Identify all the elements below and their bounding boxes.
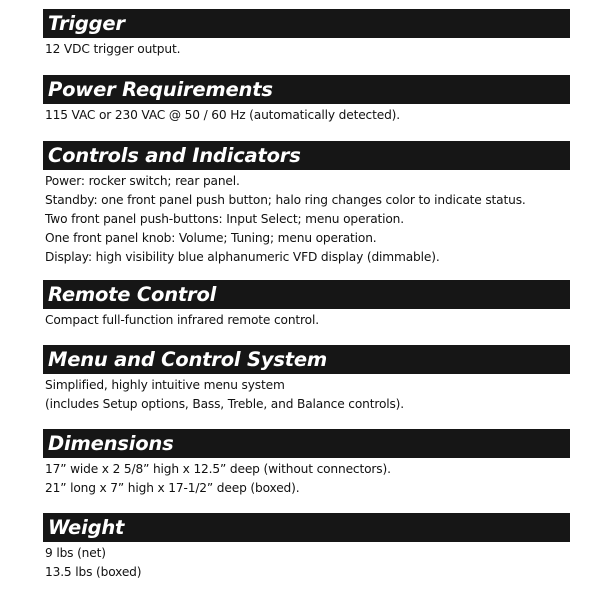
section-controls-and-indicators <box>43 141 570 267</box>
section-dimensions <box>43 429 570 498</box>
section-header-weight: Weight <box>43 513 570 542</box>
section-power-requirements <box>43 75 570 125</box>
section-header-menu-and-control-system: Menu and Control System <box>43 345 570 374</box>
spec-line: Compact full-function infrared remote control. <box>45 313 319 327</box>
section-menu-and-control-system <box>43 345 570 414</box>
section-body-trigger <box>43 40 570 59</box>
spec-line: Simplified, highly intuitive menu system <box>45 378 285 392</box>
spec-line: Power: rocker switch; rear panel. <box>45 174 240 188</box>
section-trigger <box>43 9 570 59</box>
spec-line: 115 VAC or 230 VAC @ 50 / 60 Hz (automatically detected). <box>45 108 401 122</box>
section-header-dimensions: Dimensions <box>43 429 570 458</box>
section-weight <box>43 513 570 582</box>
spec-line: 13.5 lbs (boxed) <box>45 565 142 579</box>
spec-line: 21” long x 7” high x 17-1/2” deep (boxed). <box>45 481 300 495</box>
spec-line: One front panel knob: Volume; Tuning; menu operation. <box>45 231 377 245</box>
section-header-remote-control: Remote Control <box>43 280 570 309</box>
section-header-trigger: Trigger <box>43 9 570 38</box>
section-body-remote-control <box>43 311 570 330</box>
section-header-power-requirements: Power Requirements <box>43 75 570 104</box>
spec-line: Standby: one front panel push button; halo ring changes color to indicate status. <box>45 193 526 207</box>
section-body-dimensions <box>43 460 570 498</box>
spec-line: (includes Setup options, Bass, Treble, and Balance controls). <box>45 397 405 411</box>
spec-line: Two front panel push-buttons: Input Select; menu operation. <box>45 212 404 226</box>
spec-line: 12 VDC trigger output. <box>45 42 181 56</box>
section-body-menu-and-control-system <box>43 376 570 414</box>
section-body-weight <box>43 544 570 582</box>
section-body-controls-and-indicators <box>43 172 570 267</box>
section-header-controls-and-indicators: Controls and Indicators <box>43 141 570 170</box>
spec-line: 17” wide x 2 5/8” high x 12.5” deep (without connectors). <box>45 462 391 476</box>
section-remote-control <box>43 280 570 330</box>
spec-line: Display: high visibility blue alphanumeric VFD display (dimmable). <box>45 250 440 264</box>
spec-line: 9 lbs (net) <box>45 546 106 560</box>
section-body-power-requirements <box>43 106 570 125</box>
